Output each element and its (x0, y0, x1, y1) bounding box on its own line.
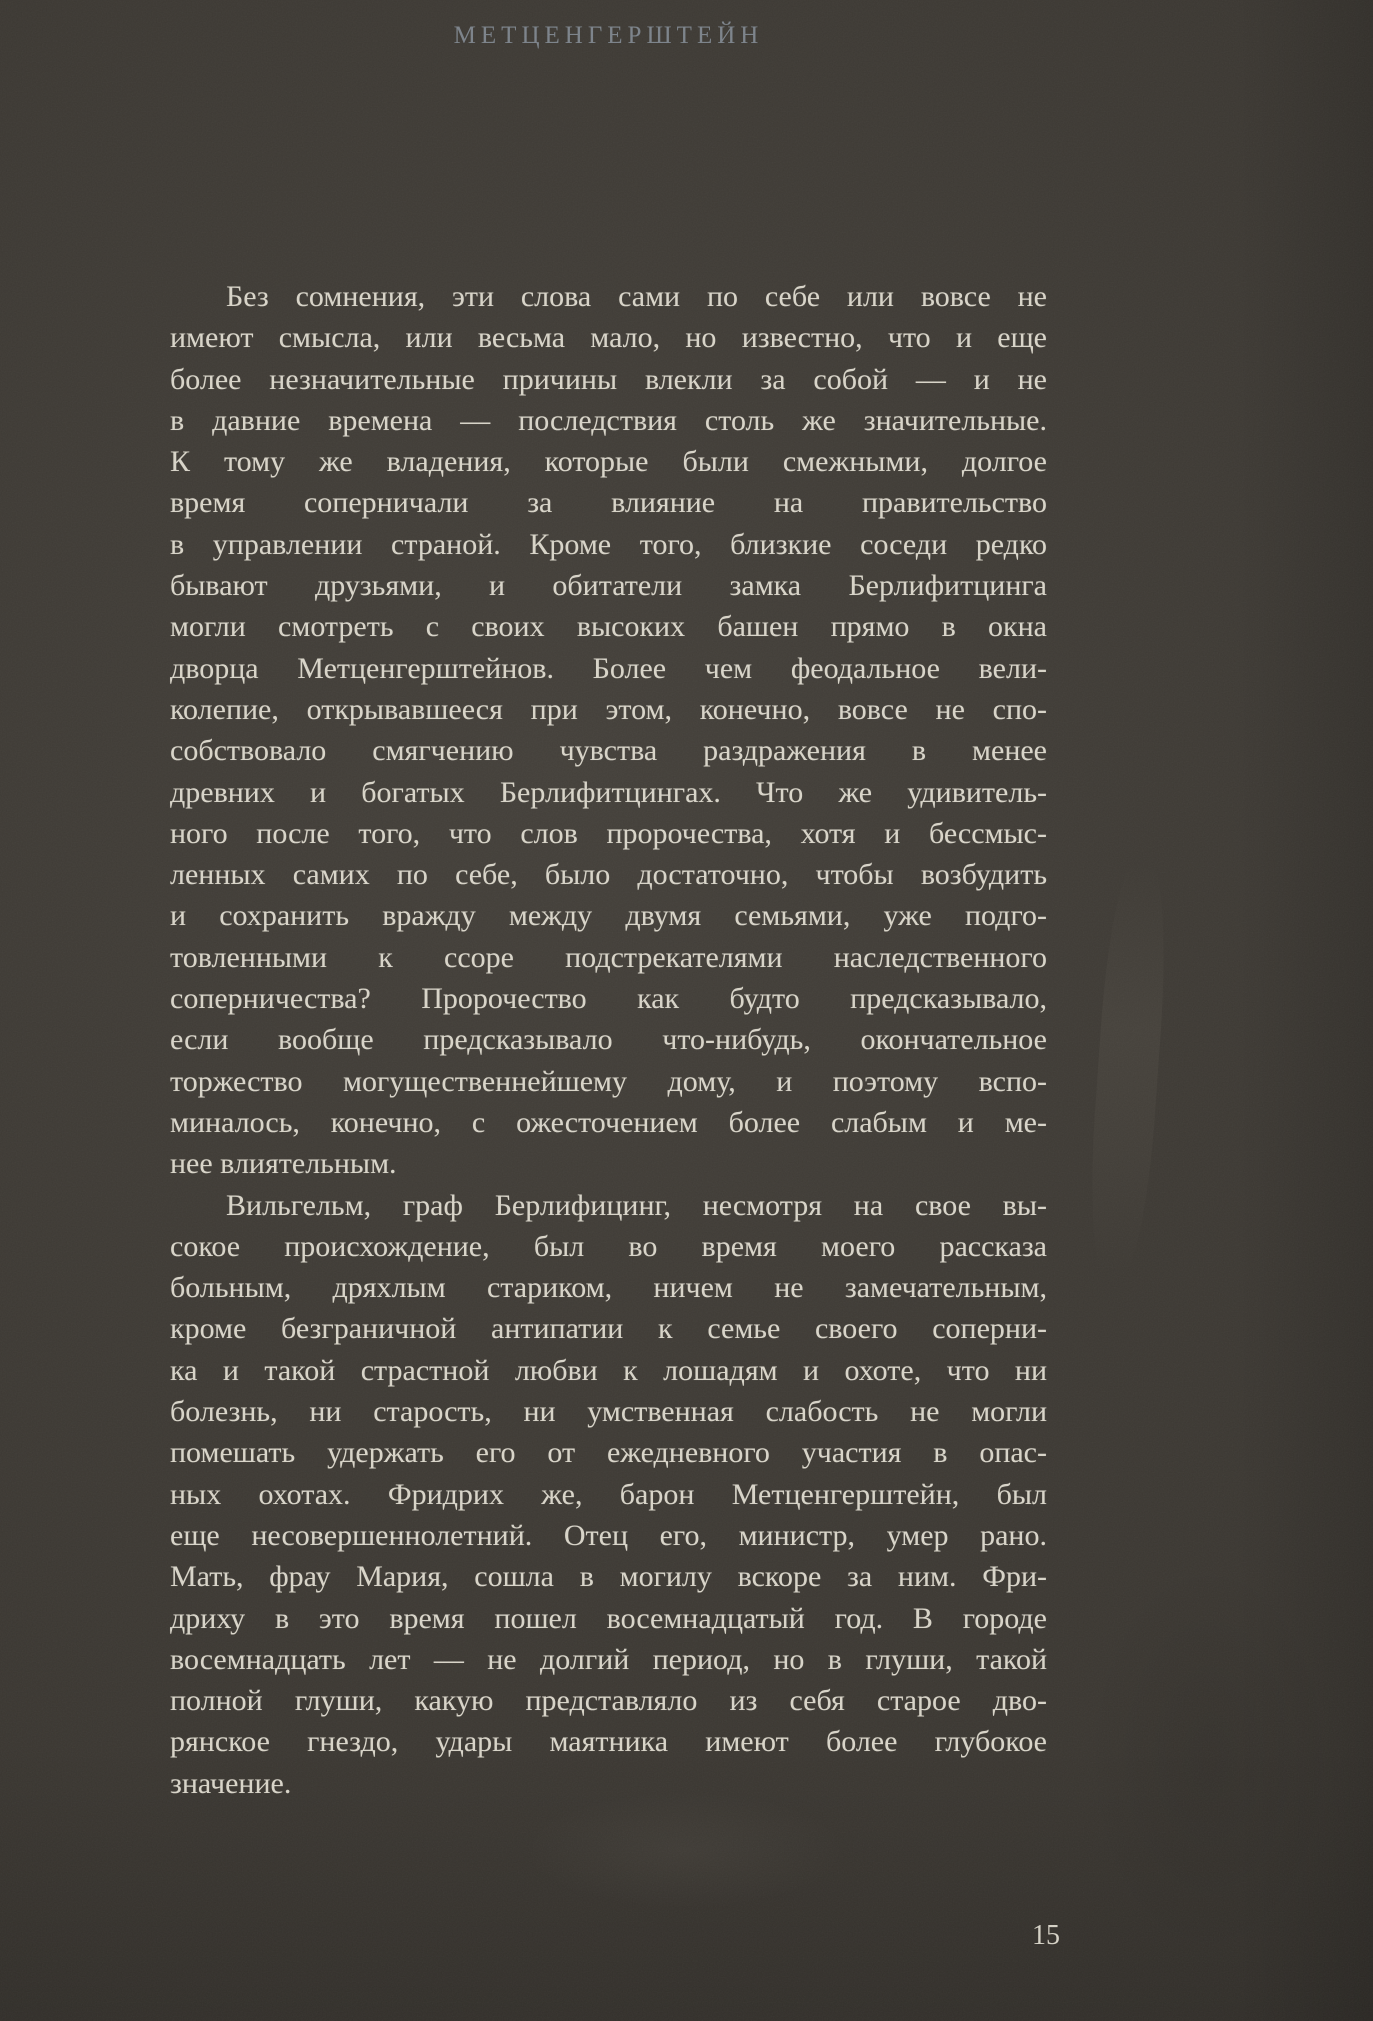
text-line: сокое происхождение, был во время моего рассказа (170, 1229, 1047, 1263)
text-line: дриху в это время пошел восемнадцатый год. В городе (170, 1601, 1047, 1635)
text-line: в управлении страной. Кроме того, близкие соседи редко (170, 527, 1047, 561)
text-line: нее влиятельным. (170, 1147, 397, 1181)
text-line: восемнадцать лет — не долгий период, но в глуши, такой (170, 1642, 1047, 1676)
text-line: кроме безграничной антипатии к семье своего соперни- (170, 1312, 1047, 1346)
text-line: товленными к ссоре подстрекателями наследственного (170, 940, 1047, 974)
text-line: ка и такой страстной любви к лошадям и охоте, что ни (170, 1353, 1047, 1387)
running-header (170, 22, 1047, 50)
body-text (170, 276, 1047, 1804)
text-line: ного после того, что слов пророчества, хотя и бессмыс- (170, 816, 1047, 850)
text-line: дворца Метценгерштейнов. Более чем феодальное вели- (170, 651, 1047, 685)
text-line: полной глуши, какую представляло из себя старое дво- (170, 1684, 1047, 1718)
text-line: рянское гнездо, удары маятника имеют более глубокое (170, 1725, 1047, 1759)
text-line: торжество могущественнейшему дому, и поэтому вспо- (170, 1064, 1047, 1098)
text-line: болезнь, ни старость, ни умственная слабость не могли (170, 1395, 1047, 1429)
text-line: миналось, конечно, с ожесточением более слабым и ме- (170, 1105, 1047, 1139)
text-line: ленных самих по себе, было достаточно, чтобы возбудить (170, 858, 1047, 892)
text-line: больным, дряхлым стариком, ничем не замечательным, (170, 1271, 1047, 1305)
text-line: Вильгельм, граф Берлифицинг, несмотря на свое вы- (226, 1188, 1047, 1222)
text-line: помешать удержать его от ежедневного участия в опас- (170, 1436, 1047, 1470)
scan-shadow (1080, 1550, 1340, 1970)
page-number-value: 15 (1032, 1920, 1060, 1951)
text-line: время соперничали за влияние на правительство (170, 486, 1047, 520)
text-line: К тому же владения, которые были смежными, долгое (170, 445, 1047, 479)
text-line: и сохранить вражду между двумя семьями, уже подго- (170, 899, 1047, 933)
text-line: колепие, открывавшееся при этом, конечно, вовсе не спо- (170, 692, 1047, 726)
text-line: собствовало смягчению чувства раздражения в менее (170, 734, 1047, 768)
text-line: более незначительные причины влекли за собой — и не (170, 362, 1047, 396)
text-line: Без сомнения, эти слова сами по себе или вовсе не (226, 280, 1047, 313)
text-line: соперничества? Пророчество как будто предсказывало, (170, 982, 1047, 1016)
scan-scratch (1083, 858, 1172, 1281)
text-line: значение. (170, 1766, 292, 1800)
text-line: если вообще предсказывало что-нибудь, окончательное (170, 1023, 1047, 1057)
text-line: бывают друзьями, и обитатели замка Берлифитцинга (170, 569, 1047, 603)
text-line: еще несовершеннолетний. Отец его, министр, умер рано. (170, 1518, 1047, 1552)
text-line: в давние времена — последствия столь же значительные. (170, 403, 1047, 437)
page-number (170, 1920, 1060, 1952)
text-line: могли смотреть с своих высоких башен прямо в окна (170, 610, 1047, 644)
chapter-title: МЕТЦЕНГЕРШТЕЙН (453, 22, 764, 49)
text-line: имеют смысла, или весьма мало, но известно, что и еще (170, 321, 1047, 355)
text-line: ных охотах. Фридрих же, барон Метценгерштейн, был (170, 1477, 1047, 1511)
text-line: древних и богатых Берлифитцингах. Что же удивитель- (170, 775, 1047, 809)
scan-smudge (520, 1790, 850, 1910)
text-line: Мать, фрау Мария, сошла в могилу вскоре за ним. Фри- (170, 1560, 1047, 1594)
